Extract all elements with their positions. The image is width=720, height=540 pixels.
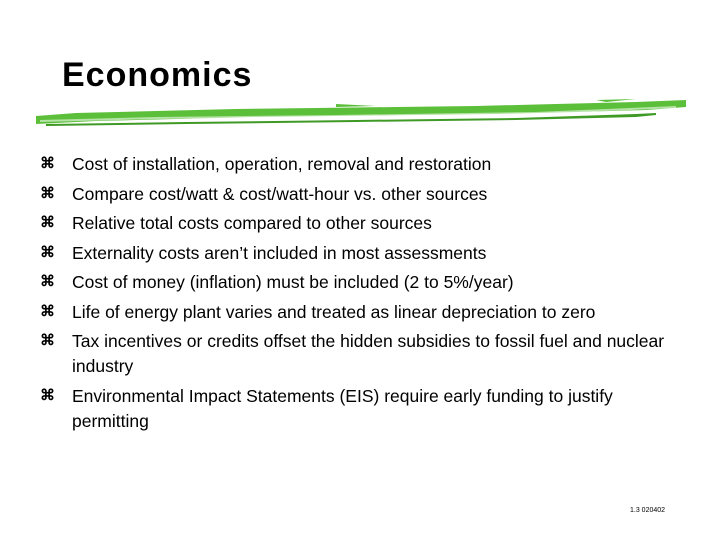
command-key-icon: ⌘: [40, 273, 55, 290]
bullet-item: [40, 182, 690, 207]
bullet-item: [40, 152, 690, 177]
bullet-text: Life of energy plant varies and treated as linear depreciation to zero: [72, 301, 596, 322]
title-underline-brush: [36, 98, 686, 134]
command-key-icon: ⌘: [40, 332, 55, 349]
bullet-item: [40, 329, 690, 378]
bullet-text: Environmental Impact Statements (EIS) require early funding to justify permitting: [72, 386, 613, 431]
bullet-text: Cost of money (inflation) must be included (2 to 5%/year): [72, 272, 514, 292]
slide-title: Economics: [62, 56, 253, 94]
bullet-item: [40, 241, 690, 266]
command-key-icon: ⌘: [40, 155, 55, 172]
bullet-item: [40, 384, 690, 433]
bullet-text: Relative total costs compared to other sources: [72, 213, 432, 233]
bullet-text: Externality costs aren’t included in most assessments: [72, 242, 487, 263]
command-key-icon: ⌘: [40, 243, 55, 261]
bullet-text: Cost of installation, operation, removal and restoration: [72, 154, 492, 174]
command-key-icon: ⌘: [40, 302, 55, 320]
slide-footer-code: 1.3 020402: [630, 507, 666, 514]
command-key-icon: ⌘: [40, 184, 55, 202]
bullet-text: Compare cost/watt & cost/watt-hour vs. other sources: [72, 183, 488, 204]
bullet-item: [40, 300, 690, 325]
bullet-list: [40, 152, 690, 439]
command-key-icon: ⌘: [40, 387, 55, 404]
command-key-icon: ⌘: [40, 214, 55, 231]
bullet-item: [40, 211, 690, 236]
bullet-text: Tax incentives or credits offset the hidden subsidies to fossil fuel and nuclear industry: [72, 331, 665, 376]
bullet-item: [40, 270, 690, 295]
